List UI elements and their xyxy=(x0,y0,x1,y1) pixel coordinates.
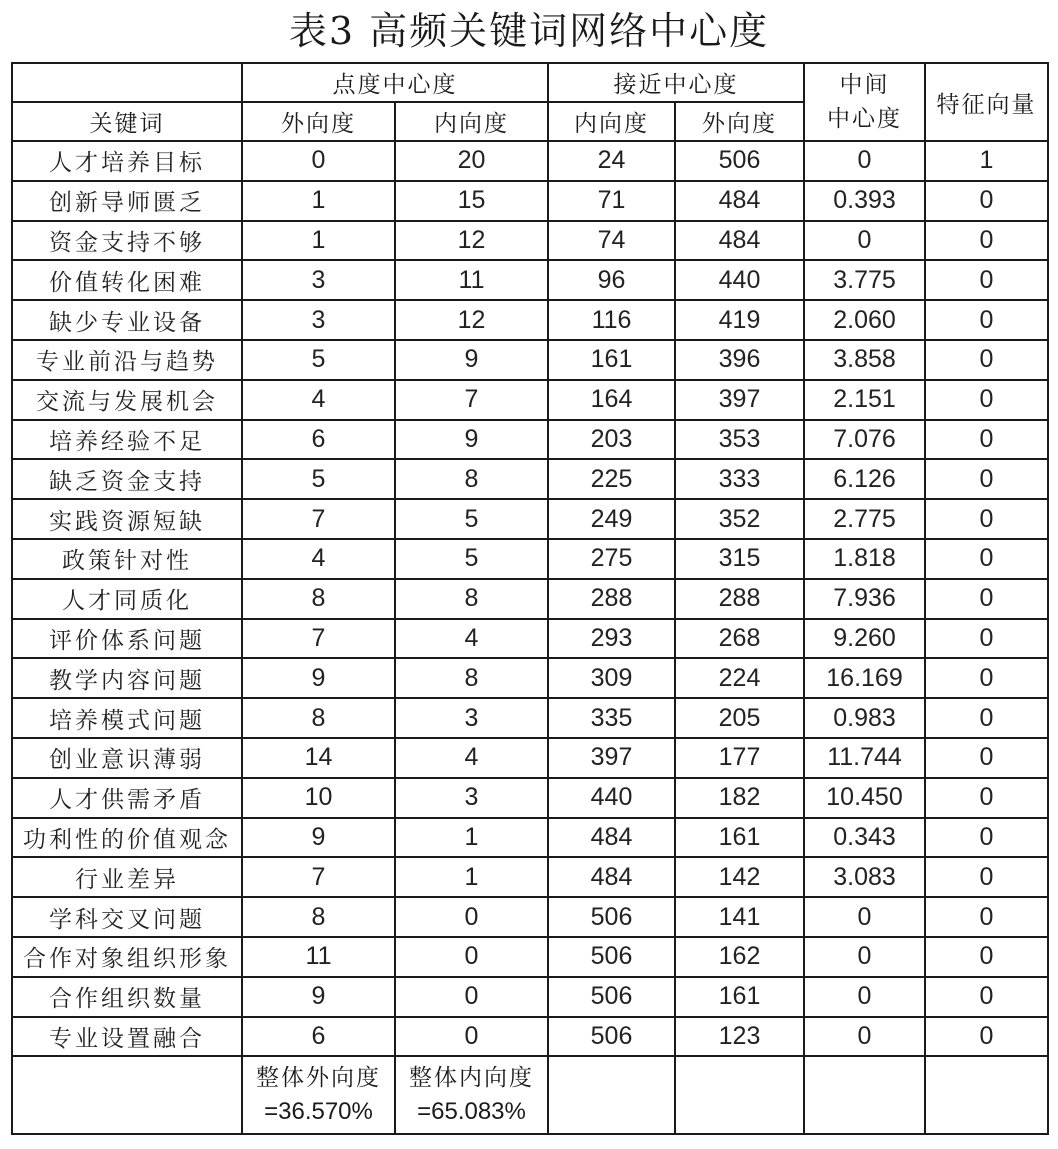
table-row xyxy=(12,658,1048,698)
betweenness-cell: 7.076 xyxy=(804,420,925,460)
closeness-out-cell: 396 xyxy=(675,340,804,380)
closeness-in-cell: 397 xyxy=(548,738,675,778)
keyword-cell: 人才同质化 xyxy=(12,579,242,619)
degree-out-cell: 4 xyxy=(242,539,395,579)
closeness-out-cell: 224 xyxy=(675,658,804,698)
closeness-in-cell: 225 xyxy=(548,459,675,499)
closeness-in-cell: 440 xyxy=(548,778,675,818)
betweenness-cell: 9.260 xyxy=(804,619,925,659)
degree-in-cell: 1 xyxy=(395,857,548,897)
closeness-out-cell: 484 xyxy=(675,221,804,261)
degree-out-cell: 9 xyxy=(242,658,395,698)
closeness-out-cell: 177 xyxy=(675,738,804,778)
table-row xyxy=(12,221,1048,261)
keyword-cell: 培养经验不足 xyxy=(12,420,242,460)
betweenness-cell: 0 xyxy=(804,141,925,181)
header-degree-out: 外向度 xyxy=(242,102,395,141)
closeness-in-cell: 506 xyxy=(548,1017,675,1057)
degree-in-cell: 9 xyxy=(395,420,548,460)
table-row xyxy=(12,897,1048,937)
eigenvector-cell: 0 xyxy=(925,897,1048,937)
degree-out-cell: 4 xyxy=(242,380,395,420)
betweenness-cell: 1.818 xyxy=(804,539,925,579)
keyword-cell: 创新导师匮乏 xyxy=(12,181,242,221)
eigenvector-cell: 0 xyxy=(925,380,1048,420)
degree-out-cell: 0 xyxy=(242,141,395,181)
closeness-out-cell: 397 xyxy=(675,380,804,420)
eigenvector-cell: 1 xyxy=(925,141,1048,181)
closeness-in-cell: 506 xyxy=(548,977,675,1017)
closeness-out-cell: 268 xyxy=(675,619,804,659)
header-degree-in: 内向度 xyxy=(395,102,548,141)
degree-in-cell: 0 xyxy=(395,937,548,977)
keyword-cell: 合作组织数量 xyxy=(12,977,242,1017)
keyword-cell: 专业前沿与趋势 xyxy=(12,340,242,380)
centrality-table xyxy=(11,62,1049,1135)
closeness-in-cell: 275 xyxy=(548,539,675,579)
betweenness-cell: 7.936 xyxy=(804,579,925,619)
footer-overall-in-label: 整体内向度 xyxy=(409,1065,534,1092)
table-row xyxy=(12,818,1048,858)
keyword-cell: 缺乏资金支持 xyxy=(12,459,242,499)
header-blank-cell xyxy=(12,63,242,102)
table-row xyxy=(12,181,1048,221)
closeness-out-cell: 162 xyxy=(675,937,804,977)
table-row xyxy=(12,380,1048,420)
keyword-cell: 培养模式问题 xyxy=(12,698,242,738)
degree-in-cell: 5 xyxy=(395,539,548,579)
closeness-in-cell: 24 xyxy=(548,141,675,181)
table-row xyxy=(12,499,1048,539)
degree-in-cell: 9 xyxy=(395,340,548,380)
degree-in-cell: 11 xyxy=(395,260,548,300)
eigenvector-cell: 0 xyxy=(925,420,1048,460)
closeness-in-cell: 74 xyxy=(548,221,675,261)
closeness-out-cell: 205 xyxy=(675,698,804,738)
header-row-1 xyxy=(12,63,1048,102)
eigenvector-cell: 0 xyxy=(925,181,1048,221)
closeness-in-cell: 293 xyxy=(548,619,675,659)
degree-in-cell: 0 xyxy=(395,977,548,1017)
header-eigenvector: 特征向量 xyxy=(925,63,1048,141)
eigenvector-cell: 0 xyxy=(925,340,1048,380)
keyword-cell: 价值转化困难 xyxy=(12,260,242,300)
footer-overall-out xyxy=(242,1056,395,1134)
betweenness-cell: 16.169 xyxy=(804,658,925,698)
closeness-out-cell: 288 xyxy=(675,579,804,619)
degree-in-cell: 7 xyxy=(395,380,548,420)
eigenvector-cell: 0 xyxy=(925,778,1048,818)
footer-overall-out-value: =36.570% xyxy=(264,1098,373,1126)
table-row xyxy=(12,300,1048,340)
degree-out-cell: 5 xyxy=(242,459,395,499)
keyword-cell: 合作对象组织形象 xyxy=(12,937,242,977)
keyword-cell: 人才供需矛盾 xyxy=(12,778,242,818)
table-row xyxy=(12,977,1048,1017)
keyword-cell: 实践资源短缺 xyxy=(12,499,242,539)
degree-out-cell: 10 xyxy=(242,778,395,818)
closeness-in-cell: 161 xyxy=(548,340,675,380)
footer-overall-out-label: 整体外向度 xyxy=(256,1065,381,1092)
degree-out-cell: 8 xyxy=(242,897,395,937)
betweenness-cell: 0.983 xyxy=(804,698,925,738)
degree-out-cell: 3 xyxy=(242,300,395,340)
closeness-in-cell: 309 xyxy=(548,658,675,698)
closeness-out-cell: 440 xyxy=(675,260,804,300)
keyword-cell: 资金支持不够 xyxy=(12,221,242,261)
table-row xyxy=(12,698,1048,738)
footer-blank-cell xyxy=(675,1056,804,1134)
degree-out-cell: 9 xyxy=(242,977,395,1017)
header-betweenness-line1: 中间 xyxy=(839,72,890,98)
header-keyword: 关键词 xyxy=(12,102,242,141)
closeness-out-cell: 315 xyxy=(675,539,804,579)
closeness-in-cell: 96 xyxy=(548,260,675,300)
eigenvector-cell: 0 xyxy=(925,658,1048,698)
table-row xyxy=(12,579,1048,619)
table-row xyxy=(12,141,1048,181)
degree-out-cell: 3 xyxy=(242,260,395,300)
footer-blank-cell xyxy=(12,1056,242,1134)
betweenness-cell: 11.744 xyxy=(804,738,925,778)
closeness-out-cell: 484 xyxy=(675,181,804,221)
eigenvector-cell: 0 xyxy=(925,579,1048,619)
degree-out-cell: 8 xyxy=(242,698,395,738)
closeness-out-cell: 142 xyxy=(675,857,804,897)
betweenness-cell: 3.775 xyxy=(804,260,925,300)
closeness-out-cell: 123 xyxy=(675,1017,804,1057)
betweenness-cell: 3.858 xyxy=(804,340,925,380)
footer-blank-cell xyxy=(548,1056,675,1134)
degree-out-cell: 1 xyxy=(242,181,395,221)
closeness-in-cell: 116 xyxy=(548,300,675,340)
betweenness-cell: 6.126 xyxy=(804,459,925,499)
degree-in-cell: 1 xyxy=(395,818,548,858)
degree-out-cell: 1 xyxy=(242,221,395,261)
table-row xyxy=(12,619,1048,659)
keyword-cell: 教学内容问题 xyxy=(12,658,242,698)
betweenness-cell: 0 xyxy=(804,221,925,261)
table-row xyxy=(12,539,1048,579)
degree-in-cell: 0 xyxy=(395,897,548,937)
degree-out-cell: 8 xyxy=(242,579,395,619)
footer-blank-cell xyxy=(804,1056,925,1134)
header-closeness-in: 内向度 xyxy=(548,102,675,141)
closeness-out-cell: 353 xyxy=(675,420,804,460)
degree-in-cell: 8 xyxy=(395,459,548,499)
header-degree-centrality: 点度中心度 xyxy=(242,63,548,102)
closeness-in-cell: 506 xyxy=(548,897,675,937)
degree-out-cell: 11 xyxy=(242,937,395,977)
betweenness-cell: 0.393 xyxy=(804,181,925,221)
closeness-out-cell: 161 xyxy=(675,977,804,1017)
degree-in-cell: 12 xyxy=(395,300,548,340)
degree-out-cell: 7 xyxy=(242,499,395,539)
keyword-cell: 专业设置融合 xyxy=(12,1017,242,1057)
eigenvector-cell: 0 xyxy=(925,857,1048,897)
eigenvector-cell: 0 xyxy=(925,300,1048,340)
degree-out-cell: 7 xyxy=(242,857,395,897)
degree-in-cell: 4 xyxy=(395,738,548,778)
closeness-out-cell: 161 xyxy=(675,818,804,858)
betweenness-cell: 2.060 xyxy=(804,300,925,340)
closeness-out-cell: 333 xyxy=(675,459,804,499)
closeness-in-cell: 164 xyxy=(548,380,675,420)
table-row xyxy=(12,857,1048,897)
betweenness-cell: 0 xyxy=(804,937,925,977)
table-row xyxy=(12,420,1048,460)
footer-blank-cell xyxy=(925,1056,1048,1134)
table-row xyxy=(12,1017,1048,1057)
degree-in-cell: 5 xyxy=(395,499,548,539)
degree-out-cell: 6 xyxy=(242,1017,395,1057)
degree-in-cell: 20 xyxy=(395,141,548,181)
closeness-out-cell: 141 xyxy=(675,897,804,937)
eigenvector-cell: 0 xyxy=(925,539,1048,579)
header-betweenness-line2: 中心度 xyxy=(827,106,902,132)
table-row xyxy=(12,738,1048,778)
degree-out-cell: 7 xyxy=(242,619,395,659)
eigenvector-cell: 0 xyxy=(925,977,1048,1017)
closeness-in-cell: 335 xyxy=(548,698,675,738)
degree-in-cell: 12 xyxy=(395,221,548,261)
closeness-in-cell: 203 xyxy=(548,420,675,460)
betweenness-cell: 0 xyxy=(804,977,925,1017)
betweenness-cell: 3.083 xyxy=(804,857,925,897)
degree-in-cell: 8 xyxy=(395,658,548,698)
closeness-in-cell: 288 xyxy=(548,579,675,619)
keyword-cell: 行业差异 xyxy=(12,857,242,897)
degree-out-cell: 6 xyxy=(242,420,395,460)
header-betweenness-centrality xyxy=(804,63,925,141)
degree-in-cell: 0 xyxy=(395,1017,548,1057)
closeness-in-cell: 484 xyxy=(548,818,675,858)
keyword-cell: 政策针对性 xyxy=(12,539,242,579)
degree-out-cell: 5 xyxy=(242,340,395,380)
closeness-in-cell: 484 xyxy=(548,857,675,897)
degree-in-cell: 3 xyxy=(395,698,548,738)
closeness-in-cell: 249 xyxy=(548,499,675,539)
table-row xyxy=(12,340,1048,380)
keyword-cell: 交流与发展机会 xyxy=(12,380,242,420)
closeness-out-cell: 419 xyxy=(675,300,804,340)
table-title: 表3 高频关键词网络中心度 xyxy=(288,9,770,53)
eigenvector-cell: 0 xyxy=(925,499,1048,539)
footer-overall-in-value: =65.083% xyxy=(417,1098,526,1126)
keyword-cell: 人才培养目标 xyxy=(12,141,242,181)
keyword-cell: 评价体系问题 xyxy=(12,619,242,659)
closeness-in-cell: 506 xyxy=(548,937,675,977)
eigenvector-cell: 0 xyxy=(925,937,1048,977)
keyword-cell: 学科交叉问题 xyxy=(12,897,242,937)
degree-in-cell: 3 xyxy=(395,778,548,818)
closeness-out-cell: 182 xyxy=(675,778,804,818)
closeness-out-cell: 352 xyxy=(675,499,804,539)
keyword-cell: 创业意识薄弱 xyxy=(12,738,242,778)
betweenness-cell: 2.775 xyxy=(804,499,925,539)
table-row xyxy=(12,778,1048,818)
betweenness-cell: 2.151 xyxy=(804,380,925,420)
betweenness-cell: 0 xyxy=(804,1017,925,1057)
eigenvector-cell: 0 xyxy=(925,221,1048,261)
table-row xyxy=(12,260,1048,300)
betweenness-cell: 0.343 xyxy=(804,818,925,858)
betweenness-cell: 10.450 xyxy=(804,778,925,818)
header-closeness-out: 外向度 xyxy=(675,102,804,141)
header-closeness-centrality: 接近中心度 xyxy=(548,63,804,102)
degree-out-cell: 14 xyxy=(242,738,395,778)
eigenvector-cell: 0 xyxy=(925,698,1048,738)
table-row xyxy=(12,459,1048,499)
degree-in-cell: 15 xyxy=(395,181,548,221)
closeness-in-cell: 71 xyxy=(548,181,675,221)
eigenvector-cell: 0 xyxy=(925,818,1048,858)
degree-in-cell: 4 xyxy=(395,619,548,659)
footer-row xyxy=(12,1056,1048,1134)
betweenness-cell: 0 xyxy=(804,897,925,937)
keyword-cell: 功利性的价值观念 xyxy=(12,818,242,858)
degree-in-cell: 8 xyxy=(395,579,548,619)
footer-overall-in xyxy=(395,1056,548,1134)
eigenvector-cell: 0 xyxy=(925,1017,1048,1057)
eigenvector-cell: 0 xyxy=(925,260,1048,300)
closeness-out-cell: 506 xyxy=(675,141,804,181)
degree-out-cell: 9 xyxy=(242,818,395,858)
eigenvector-cell: 0 xyxy=(925,738,1048,778)
keyword-cell: 缺少专业设备 xyxy=(12,300,242,340)
eigenvector-cell: 0 xyxy=(925,459,1048,499)
table-row xyxy=(12,937,1048,977)
eigenvector-cell: 0 xyxy=(925,619,1048,659)
